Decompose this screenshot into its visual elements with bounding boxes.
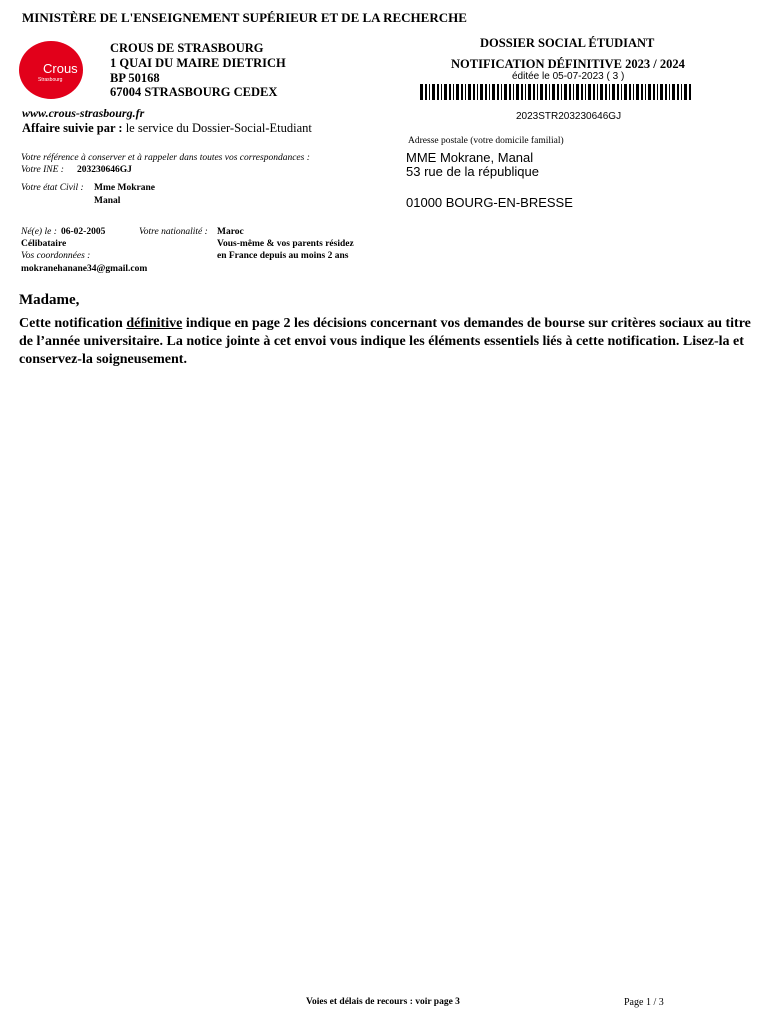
edition-date: éditée le 05-07-2023 ( 3 ) (512, 71, 625, 82)
ine-label: Votre INE : (21, 165, 64, 175)
page-number: Page 1 / 3 (624, 997, 664, 1008)
affaire-label: Affaire suivie par : (22, 121, 123, 135)
address-label: Adresse postale (votre domicile familial) (408, 136, 564, 146)
body-part1: Cette notification (19, 316, 127, 331)
ministry-title: MINISTÈRE DE L'ENSEIGNEMENT SUPÉRIEUR ET DE LA RECHERCHE (22, 10, 467, 25)
affaire-value: le service du Dossier-Social-Etudiant (122, 121, 312, 135)
reference-note: Votre référence à conserver et à rappeler dans toutes vos correspondances : (21, 153, 310, 163)
org-city: 67004 STRASBOURG CEDEX (110, 85, 278, 99)
barcode (420, 84, 693, 100)
website-link[interactable]: www.crous-strasbourg.fr (22, 106, 145, 120)
org-name: CROUS DE STRASBOURG (110, 41, 264, 55)
nationality-value: Maroc (217, 227, 244, 237)
nationality-label: Votre nationalité : (139, 227, 208, 237)
born-value: 06-02-2005 (61, 227, 106, 237)
contact-email[interactable]: mokranehanane34@gmail.com (21, 264, 148, 274)
body-underlined: définitive (126, 316, 183, 331)
address-city: 01000 BOURG-EN-BRESSE (406, 195, 573, 210)
org-bp: BP 50168 (110, 71, 160, 85)
body-part2: indique en page 2 les décisions concernant vos demandes de bourse sur critères sociaux au titre de l’année universitaire. La notice jointe à cet envoi vous indique les éléments essentiels liés à cette notification. Lisez-la et conservez-la soigneusement. (19, 316, 751, 367)
dossier-title: DOSSIER SOCIAL ÉTUDIANT (480, 36, 655, 50)
org-street: 1 QUAI DU MAIRE DIETRICH (110, 56, 286, 70)
address-name: MME Mokrane, Manal (406, 150, 534, 165)
crous-logo (19, 41, 83, 99)
civil-label: Votre état Civil : (21, 183, 84, 193)
civil-name: Mme Mokrane (94, 183, 155, 193)
marital-status: Célibataire (21, 239, 67, 249)
born-label: Né(e) le : (21, 227, 57, 237)
affaire-line (22, 121, 312, 136)
notification-title: NOTIFICATION DÉFINITIVE 2023 / 2024 (451, 57, 685, 71)
logo-sub: Strasbourg (38, 77, 63, 83)
salutation: Madame, (19, 292, 80, 308)
barcode-text: 2023STR203230646GJ (516, 111, 622, 122)
address-street: 53 rue de la république (406, 164, 539, 179)
residence-line2: en France depuis au moins 2 ans (217, 251, 349, 261)
logo-word: Crous (43, 61, 78, 76)
letter-body (19, 315, 759, 369)
ine-value: 203230646GJ (77, 165, 132, 175)
residence-line1: Vous-même & vos parents résidez (217, 239, 354, 249)
footer-recours: Voies et délais de recours : voir page 3 (306, 997, 460, 1007)
contact-label: Vos coordonnées : (21, 251, 91, 261)
civil-firstname: Manal (94, 196, 121, 206)
